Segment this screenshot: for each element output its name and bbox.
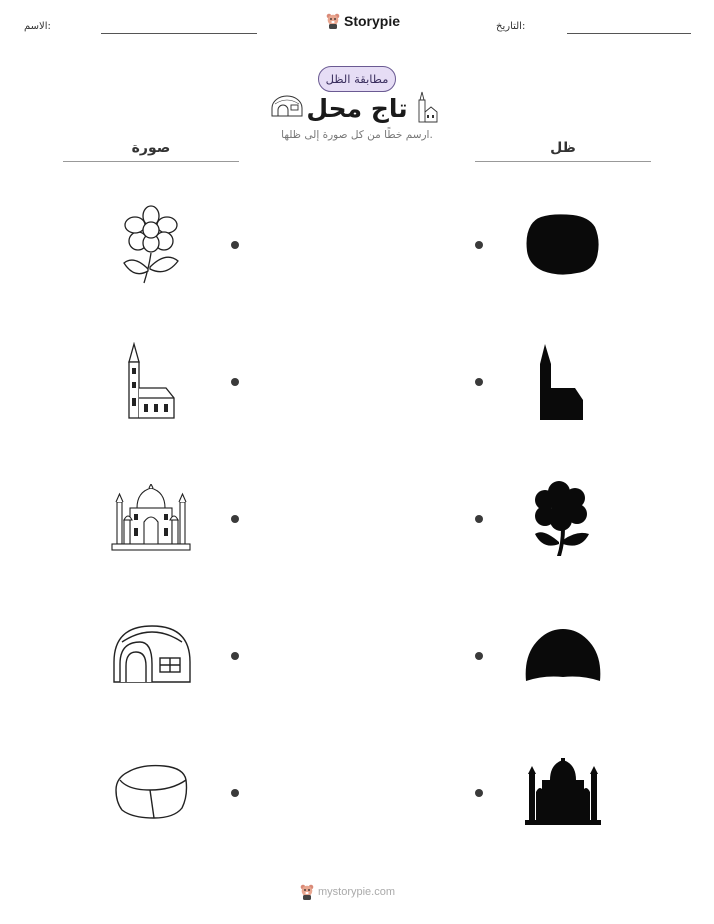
picture-dot-2[interactable] — [231, 378, 239, 386]
picture-dot-3[interactable] — [231, 515, 239, 523]
picture-dot-1[interactable] — [231, 241, 239, 249]
shadow-dot-4[interactable] — [475, 652, 483, 660]
bear-mascot-icon — [326, 13, 340, 29]
taj-mahal-picture — [110, 484, 192, 554]
picture-dot-5[interactable] — [231, 789, 239, 797]
logo-text: Storypie — [344, 13, 401, 29]
flower-picture — [120, 205, 182, 285]
church-picture — [124, 342, 178, 422]
picture-column-rule — [63, 161, 239, 162]
storypie-logo — [326, 13, 400, 29]
flower-shadow — [531, 480, 593, 558]
taj-mahal-shadow — [524, 758, 602, 826]
soap-bar-shadow — [525, 213, 601, 277]
footer — [300, 884, 395, 900]
picture-column-heading: صورة — [131, 140, 171, 156]
activity-badge: مطابقة الظل — [318, 66, 396, 92]
date-label: التاريخ: — [496, 21, 526, 32]
shadow-dot-5[interactable] — [475, 789, 483, 797]
name-label: الاسم: — [24, 21, 51, 32]
shadow-dot-2[interactable] — [475, 378, 483, 386]
instructions-text: ارسم خطًا من كل صورة إلى ظلها. — [281, 129, 433, 141]
shadow-dot-1[interactable] — [475, 241, 483, 249]
name-field[interactable] — [101, 33, 257, 34]
activity-title: تاج محل — [306, 94, 408, 123]
footer-url[interactable]: mystorypie.com — [318, 886, 396, 898]
picture-dot-4[interactable] — [231, 652, 239, 660]
igloo-shadow — [524, 627, 602, 683]
shadow-column-heading: ظل — [550, 140, 576, 156]
igloo-picture — [112, 624, 192, 684]
soap-bar-picture — [114, 762, 190, 820]
shadow-dot-3[interactable] — [475, 515, 483, 523]
church-icon — [417, 91, 439, 123]
date-field[interactable] — [567, 33, 691, 34]
church-shadow — [535, 342, 587, 422]
shadow-column-rule — [475, 161, 651, 162]
bear-mascot-icon — [300, 884, 314, 900]
